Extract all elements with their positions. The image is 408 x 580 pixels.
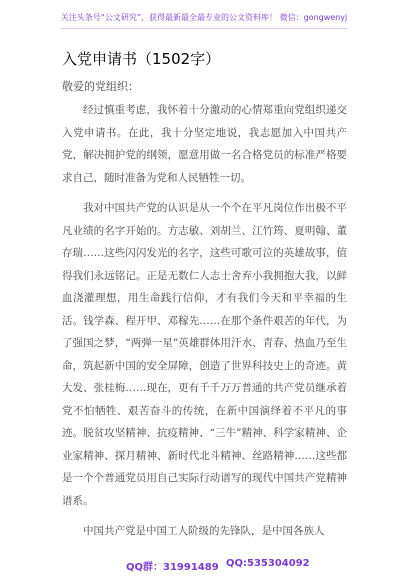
header-divider — [60, 28, 348, 29]
body-paragraph: 经过慎重考虑，我怀着十分激动的心情郑重向党组织递交入党申请书。在此，我十分坚定地说，我志愿加入中国共产党，解决拥护党的纲领，愿意用做一名合格党员的标准严格要求自己，随时准备为党和人民牺牲一切。 — [62, 104, 347, 184]
page-footer — [0, 558, 408, 574]
document-salutation: 敬爱的党组织： — [62, 80, 139, 93]
page-header — [0, 0, 408, 36]
header-promo-text: 关注头条号“公文研究”，获得最新最全最专业的公文资料库！ 微信：gongwenyj — [60, 13, 348, 22]
footer-qq-group: QQ群：31991489 — [126, 562, 219, 573]
body-paragraph: 我对中国共产党的认识是从一个个在平凡岗位作出极不平凡业绩的名字开始的。方志敏、刘胡兰、江竹筠、夏明翰、董存瑞……这些闪闪发光的名字，这些可歌可泣的英雄故事，值得我们永远铭记。正是无数仁人志士舍弃小我拥抱大我，以鲜血浇灌理想，用生命践行信仰，才有我们今天和平幸福的生活。钱学森、程开甲、邓稼先……在那个条件艰苦的年代，为了强国之梦，“两弹一星”英雄群体用汗水、青春、热血乃至生命，筑起新中国的安全屏障，创造了世界科技史上的奇迹。黄大发、张桂梅……现在，更有千千万万普通的共产党员继承着党不怕牺牲、艰苦奋斗的传统，在新中国演绎着不平凡的事迹。脱贫攻坚精神、抗疫精神、“三牛”精神、科学家精神、企业家精神、探月精神、新时代北斗精神、丝路精神……这些都是一个个普通党员用自己实际行动谱写的现代中国共产党精神谱系。 — [62, 202, 347, 507]
document-body — [62, 99, 347, 551]
footer-qq-contact: QQ:535304092 — [226, 558, 310, 569]
body-paragraph: 中国共产党是中国工人阶级的先锋队，是中国各族人 — [83, 525, 325, 537]
document-title: 入党申请书（1502字） — [62, 50, 221, 68]
